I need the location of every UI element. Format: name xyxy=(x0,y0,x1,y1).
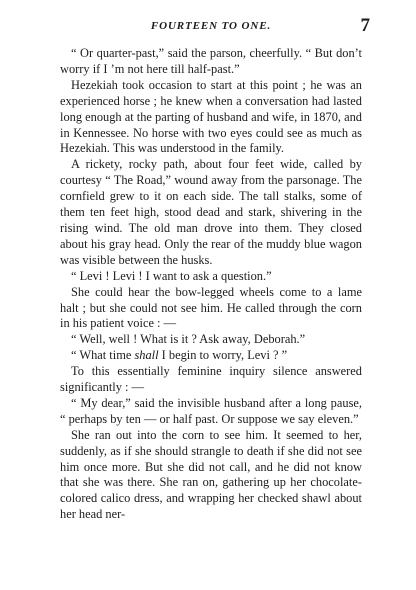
paragraph-7-after: I begin to worry, Levi ? ” xyxy=(158,348,288,363)
paragraph-7-emphasis: shall xyxy=(134,348,159,363)
book-page xyxy=(60,15,370,523)
paragraph-10: She ran out into the corn to see him. It seemed to her, suddenly, as if she should strangle to death if she did not see him once more. But she did not call, and he did not know that she was there. She ran on, gathering up her chocolate-colored calico dress, and wrapping her checked shawl about her head ner- xyxy=(60,427,362,522)
paragraph-1: “ Or quarter-past,” said the parson, cheerfully. “ But don’t worry if I ’m not here till half-past.” xyxy=(60,46,362,76)
running-head xyxy=(60,15,370,38)
paragraph-2: Hezekiah took occasion to start at this point ; he was an experienced horse ; he knew when a conversation had lasted long enough at the parting of husband and wife, in 1870, and in Kennessee. No horse with two eyes could see as much as Hezekiah. This was understood in the family. xyxy=(60,77,362,156)
page-number: 7 xyxy=(360,15,370,36)
paragraph-9: “ My dear,” said the invisible husband after a long pause, “ perhaps by ten — or half past. Or suppose we say eleven.” xyxy=(60,395,362,426)
running-title: FOURTEEN TO ONE. xyxy=(150,20,272,32)
paragraph-7-before: “ What time xyxy=(71,348,135,363)
paragraph-8: To this essentially feminine inquiry silence answered significantly : — xyxy=(60,364,362,395)
paragraph-3: A rickety, rocky path, about four feet wide, called by courtesy “ The Road,” wound away from the parsonage. The cornfield grew to it on each side. The tall stalks, some of them ten feet high, stood dead and stark, shivering in the rising wind. The old man drove into them. They closed about his gray head. Only the rear of the muddy blue wagon was visible between the husks. xyxy=(60,157,362,267)
body-text xyxy=(60,46,362,523)
paragraph-5: She could hear the bow-legged wheels come to a lame halt ; but she could not see him. He called through the corn in his patient voice : — xyxy=(60,284,362,331)
paragraph-6: “ Well, well ! What is it ? Ask away, Deborah.” xyxy=(71,332,306,347)
paragraph-4: “ Levi ! Levi ! I want to ask a question.” xyxy=(71,268,272,283)
paragraph-7 xyxy=(60,348,362,364)
